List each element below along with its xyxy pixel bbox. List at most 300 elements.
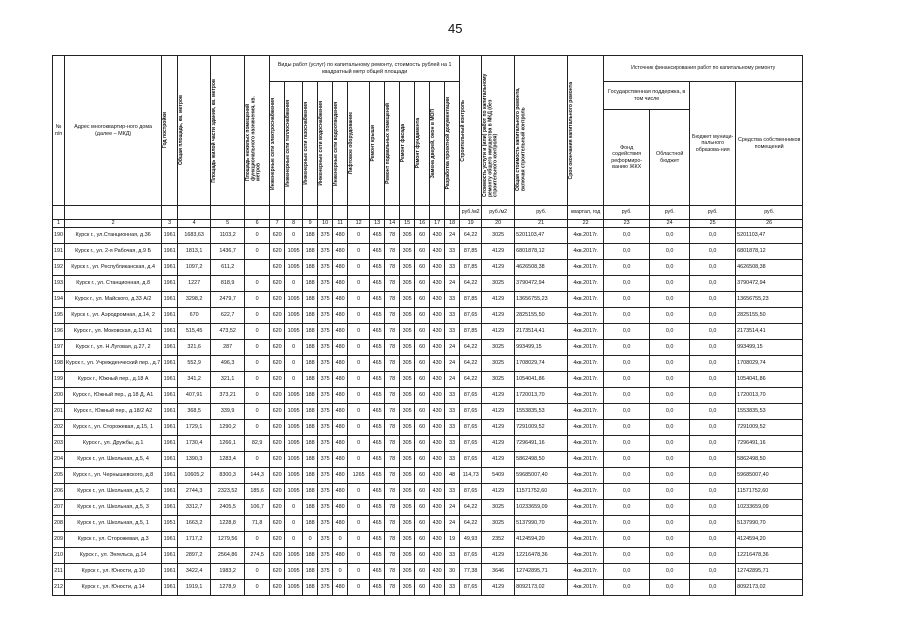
work-cost-cell: 78 (385, 292, 400, 308)
header-total-area: Общая площадь, кв. метров (178, 95, 185, 166)
address-cell: Курск г., ул. Школьная, д.5, 1 (65, 516, 162, 532)
work-cost-cell: 33 (445, 308, 460, 324)
work-cost-cell: 305 (400, 580, 415, 596)
row-number: 190 (53, 228, 65, 244)
work-cost-cell: 465 (370, 404, 385, 420)
total-cost-cell: 5862498,50 (515, 452, 568, 468)
work-cost-cell: 305 (400, 548, 415, 564)
work-cost-cell: 60 (415, 308, 430, 324)
work-cost-cell: 60 (415, 420, 430, 436)
work-cost-cell: 0 (285, 276, 303, 292)
unit-price-cell: 4129 (482, 436, 515, 452)
work-cost-cell: 0 (348, 420, 370, 436)
living-area-cell: 8300,3 (211, 468, 245, 484)
work-cost-cell: 480 (333, 340, 348, 356)
fund-cell: 0,0 (604, 484, 650, 500)
column-number-cell: 24 (650, 220, 690, 228)
municipal-cell: 0,0 (690, 356, 736, 372)
work-cost-cell: 19 (445, 532, 460, 548)
work-cost-cell: 375 (318, 340, 333, 356)
address-cell: Курск г., ул. Школьная, д.5, 2 (65, 484, 162, 500)
work-cost-cell: 78 (385, 372, 400, 388)
total-area-cell: 515,45 (178, 324, 211, 340)
total-area-cell: 3422,4 (178, 564, 211, 580)
header-fund: Фонд содействия реформиро-ванию ЖКХ (604, 110, 650, 206)
work-cost-cell: 465 (370, 260, 385, 276)
work-cost-cell: 375 (318, 484, 333, 500)
work-cost-cell: 0 (348, 436, 370, 452)
header-nonliving-area: Площадь нежилых помещений функционального назначения, кв. метров (245, 95, 262, 181)
regional-cell: 0,0 (650, 564, 690, 580)
work-cost-cell: 0 (348, 372, 370, 388)
work-cost-cell: 430 (430, 484, 445, 500)
deadline-cell: 4кв.2017г. (568, 420, 604, 436)
unit-price-cell: 3025 (482, 372, 515, 388)
address-cell: Курск г., ул. Аэродромная, д.14, 2 (65, 308, 162, 324)
work-cost-cell: 60 (415, 452, 430, 468)
work-cost-cell: 480 (333, 580, 348, 596)
unit-cost-cell: 87,65 (460, 404, 482, 420)
work-cost-cell: 375 (318, 292, 333, 308)
work-cost-cell: 0 (348, 228, 370, 244)
row-number: 206 (53, 484, 65, 500)
header-work-type-8: Ремонт подвальных помещений (385, 103, 392, 184)
column-number-cell: 3 (162, 220, 178, 228)
work-cost-cell: 24 (445, 276, 460, 292)
work-cost-cell: 430 (430, 516, 445, 532)
living-area-cell: 339,9 (211, 404, 245, 420)
work-cost-cell: 375 (318, 388, 333, 404)
row-number: 199 (53, 372, 65, 388)
column-number-cell: 19 (460, 220, 482, 228)
work-cost-cell: 305 (400, 532, 415, 548)
unit-cost-cell: 114,73 (460, 468, 482, 484)
year-cell: 1961 (162, 276, 178, 292)
address-cell: Курск г., ул. Школьная, д.5, 3 (65, 500, 162, 516)
work-cost-cell: 375 (318, 324, 333, 340)
total-area-cell: 1813,1 (178, 244, 211, 260)
regional-cell: 0,0 (650, 324, 690, 340)
living-area-cell: 1266,1 (211, 436, 245, 452)
work-cost-cell: 33 (445, 452, 460, 468)
work-cost-cell: 60 (415, 292, 430, 308)
unit-cost-cell: 77,38 (460, 564, 482, 580)
work-cost-cell: 480 (333, 420, 348, 436)
work-cost-cell: 0 (348, 532, 370, 548)
fund-cell: 0,0 (604, 356, 650, 372)
work-cost-cell: 465 (370, 436, 385, 452)
header-work-type-11: Замена дверей, окон в МОП (430, 108, 437, 179)
total-cost-cell: 7291009,52 (515, 420, 568, 436)
work-cost-cell: 375 (318, 532, 333, 548)
unit-price-cell: 4129 (482, 452, 515, 468)
fund-cell: 0,0 (604, 516, 650, 532)
work-cost-cell: 620 (270, 500, 285, 516)
work-cost-cell: 0 (348, 548, 370, 564)
work-cost-cell: 620 (270, 276, 285, 292)
work-cost-cell: 375 (318, 372, 333, 388)
unit-price-cell: 3646 (482, 564, 515, 580)
column-number-cell: 5 (211, 220, 245, 228)
total-area-cell: 321,6 (178, 340, 211, 356)
unit-cost-cell: 64,22 (460, 500, 482, 516)
work-cost-cell: 24 (445, 356, 460, 372)
header-work-type-3: Инженерные сети газоснабжения (303, 102, 310, 185)
work-cost-cell: 620 (270, 420, 285, 436)
work-cost-cell: 480 (333, 388, 348, 404)
work-cost-cell: 33 (445, 388, 460, 404)
work-cost-cell: 430 (430, 388, 445, 404)
row-number: 203 (53, 436, 65, 452)
owners-cell: 1708029,74 (736, 356, 803, 372)
work-cost-cell: 78 (385, 308, 400, 324)
work-cost-cell: 305 (400, 372, 415, 388)
year-cell: 1961 (162, 452, 178, 468)
column-number-cell: 22 (568, 220, 604, 228)
address-cell: Курск г., ул. Школьная, д.5, 4 (65, 452, 162, 468)
header-work-type-5: Инженерные сети водоотведения (333, 101, 340, 186)
living-area-cell: 2405,5 (211, 500, 245, 516)
work-cost-cell: 0 (285, 500, 303, 516)
row-number: 204 (53, 452, 65, 468)
unit-cost-cell: 64,22 (460, 516, 482, 532)
nonliving-area-cell: 0 (245, 580, 270, 596)
work-cost-cell: 1095 (285, 580, 303, 596)
row-number: 191 (53, 244, 65, 260)
year-cell: 1961 (162, 308, 178, 324)
regional-cell: 0,0 (650, 292, 690, 308)
work-cost-cell: 188 (303, 468, 318, 484)
total-area-cell: 1097,2 (178, 260, 211, 276)
work-cost-cell: 465 (370, 484, 385, 500)
work-cost-cell: 78 (385, 260, 400, 276)
work-cost-cell: 465 (370, 420, 385, 436)
nonliving-area-cell: 144,3 (245, 468, 270, 484)
municipal-cell: 0,0 (690, 436, 736, 452)
municipal-cell: 0,0 (690, 532, 736, 548)
fund-cell: 0,0 (604, 548, 650, 564)
year-cell: 1961 (162, 580, 178, 596)
unit-cell: квартал, год (568, 206, 604, 220)
work-cost-cell: 1095 (285, 244, 303, 260)
year-cell: 1961 (162, 356, 178, 372)
total-area-cell: 1730,4 (178, 436, 211, 452)
total-area-cell: 368,5 (178, 404, 211, 420)
work-cost-cell: 465 (370, 532, 385, 548)
unit-cost-cell: 87,85 (460, 324, 482, 340)
unit-price-cell: 3025 (482, 356, 515, 372)
living-area-cell: 473,52 (211, 324, 245, 340)
column-number-cell: 20 (482, 220, 515, 228)
address-cell: Курск г., ул. Энгельса, д.14 (65, 548, 162, 564)
work-cost-cell: 480 (333, 228, 348, 244)
work-cost-cell: 24 (445, 340, 460, 356)
work-cost-cell: 188 (303, 500, 318, 516)
work-cost-cell: 620 (270, 452, 285, 468)
column-number-cell: 26 (736, 220, 803, 228)
work-cost-cell: 60 (415, 532, 430, 548)
work-cost-cell: 78 (385, 500, 400, 516)
work-cost-cell: 33 (445, 484, 460, 500)
total-area-cell: 1717,2 (178, 532, 211, 548)
regional-cell: 0,0 (650, 580, 690, 596)
work-cost-cell: 0 (348, 452, 370, 468)
unit-cost-cell: 87,65 (460, 452, 482, 468)
nonliving-area-cell: 0 (245, 404, 270, 420)
table-row (53, 516, 803, 532)
work-cost-cell: 0 (303, 532, 318, 548)
table-row (53, 580, 803, 596)
work-cost-cell: 60 (415, 340, 430, 356)
work-cost-cell: 78 (385, 580, 400, 596)
work-cost-cell: 188 (303, 388, 318, 404)
header-total-cost: Общая стоимость капитального ремонта, включая строительный контроль (515, 87, 527, 191)
living-area-cell: 287 (211, 340, 245, 356)
work-cost-cell: 305 (400, 228, 415, 244)
column-number-cell: 4 (178, 220, 211, 228)
year-cell: 1961 (162, 228, 178, 244)
work-cost-cell: 480 (333, 308, 348, 324)
work-cost-cell: 0 (285, 532, 303, 548)
fund-cell: 0,0 (604, 228, 650, 244)
regional-cell: 0,0 (650, 516, 690, 532)
work-cost-cell: 305 (400, 340, 415, 356)
work-cost-cell: 480 (333, 404, 348, 420)
work-cost-cell: 33 (445, 580, 460, 596)
work-cost-cell: 188 (303, 228, 318, 244)
header-work-type-4: Инженерные сети водоснабжения (318, 101, 325, 186)
column-numbers-row (53, 220, 803, 228)
municipal-cell: 0,0 (690, 388, 736, 404)
column-number-cell: 6 (245, 220, 270, 228)
living-area-cell: 1983,2 (211, 564, 245, 580)
fund-cell: 0,0 (604, 372, 650, 388)
total-cost-cell: 7296491,16 (515, 436, 568, 452)
table-row (53, 308, 803, 324)
unit-cell: руб./м2 (482, 206, 515, 220)
row-number: 196 (53, 324, 65, 340)
work-cost-cell: 375 (318, 228, 333, 244)
living-area-cell: 818,9 (211, 276, 245, 292)
work-cost-cell: 620 (270, 532, 285, 548)
work-cost-cell: 465 (370, 356, 385, 372)
total-area-cell: 341,2 (178, 372, 211, 388)
regional-cell: 0,0 (650, 372, 690, 388)
work-cost-cell: 375 (318, 516, 333, 532)
work-cost-cell: 375 (318, 564, 333, 580)
year-cell: 1951 (162, 516, 178, 532)
work-cost-cell: 78 (385, 244, 400, 260)
fund-cell: 0,0 (604, 308, 650, 324)
regional-cell: 0,0 (650, 260, 690, 276)
deadline-cell: 4кв.2017г. (568, 516, 604, 532)
work-cost-cell: 188 (303, 548, 318, 564)
year-cell: 1961 (162, 260, 178, 276)
work-cost-cell: 480 (333, 244, 348, 260)
fund-cell: 0,0 (604, 468, 650, 484)
row-number: 211 (53, 564, 65, 580)
work-cost-cell: 188 (303, 436, 318, 452)
total-cost-cell: 12216478,36 (515, 548, 568, 564)
work-cost-cell: 620 (270, 580, 285, 596)
work-cost-cell: 480 (333, 436, 348, 452)
work-cost-cell: 0 (348, 308, 370, 324)
work-cost-cell: 33 (445, 420, 460, 436)
work-cost-cell: 430 (430, 276, 445, 292)
header-num: № п/п (53, 56, 65, 206)
row-number: 200 (53, 388, 65, 404)
work-cost-cell: 430 (430, 548, 445, 564)
row-number: 193 (53, 276, 65, 292)
table-row (53, 340, 803, 356)
owners-cell: 12742895,71 (736, 564, 803, 580)
deadline-cell: 4кв.2017г. (568, 276, 604, 292)
work-cost-cell: 78 (385, 532, 400, 548)
work-cost-cell: 1095 (285, 468, 303, 484)
work-cost-cell: 305 (400, 276, 415, 292)
unit-price-cell: 5409 (482, 468, 515, 484)
header-state-support: Государственная поддержка, в том числе (604, 82, 690, 110)
living-area-cell: 1228,8 (211, 516, 245, 532)
column-number-cell: 17 (430, 220, 445, 228)
work-cost-cell: 375 (318, 404, 333, 420)
table-row (53, 356, 803, 372)
work-cost-cell: 620 (270, 548, 285, 564)
year-cell: 1961 (162, 372, 178, 388)
unit-cost-cell: 64,22 (460, 340, 482, 356)
table-row (53, 436, 803, 452)
row-number: 212 (53, 580, 65, 596)
total-cost-cell: 4124594,20 (515, 532, 568, 548)
table-row (53, 468, 803, 484)
work-cost-cell: 33 (445, 324, 460, 340)
work-cost-cell: 0 (285, 340, 303, 356)
work-cost-cell: 305 (400, 452, 415, 468)
column-number-cell: 8 (285, 220, 303, 228)
work-cost-cell: 620 (270, 388, 285, 404)
owners-cell: 1720013,70 (736, 388, 803, 404)
unit-price-cell: 3025 (482, 228, 515, 244)
unit-price-cell: 4129 (482, 308, 515, 324)
work-cost-cell: 78 (385, 340, 400, 356)
owners-cell: 8092173,02 (736, 580, 803, 596)
address-cell: Курск г., Южный пер., д.18 А (65, 372, 162, 388)
address-cell: Курск г., Южный пер., д.18 Д, А1 (65, 388, 162, 404)
table-row (53, 564, 803, 580)
work-cost-cell: 465 (370, 340, 385, 356)
work-cost-cell: 480 (333, 548, 348, 564)
work-cost-cell: 60 (415, 244, 430, 260)
header-living-area: Площадь жилой части здания, кв. метров (211, 78, 218, 183)
address-cell: Курск г., Южный пер., д.18/2 А2 (65, 404, 162, 420)
work-cost-cell: 620 (270, 404, 285, 420)
deadline-cell: 4кв.2017г. (568, 532, 604, 548)
municipal-cell: 0,0 (690, 420, 736, 436)
work-cost-cell: 24 (445, 228, 460, 244)
table-row (53, 244, 803, 260)
total-cost-cell: 2173514,41 (515, 324, 568, 340)
regional-cell: 0,0 (650, 228, 690, 244)
header-work-types-group: Виды работ (услуг) по капитальному ремонту, стоимость рублей на 1 квадратный метр общей площади (270, 56, 460, 82)
table-row (53, 500, 803, 516)
total-area-cell: 1663,2 (178, 516, 211, 532)
unit-price-cell: 4129 (482, 388, 515, 404)
work-cost-cell: 1095 (285, 324, 303, 340)
work-cost-cell: 465 (370, 500, 385, 516)
regional-cell: 0,0 (650, 244, 690, 260)
address-cell: Курск г., ул. Чернышевского, д.8 (65, 468, 162, 484)
nonliving-area-cell: 0 (245, 532, 270, 548)
nonliving-area-cell: 274,5 (245, 548, 270, 564)
total-cost-cell: 4626508,38 (515, 260, 568, 276)
fund-cell: 0,0 (604, 404, 650, 420)
row-number: 194 (53, 292, 65, 308)
municipal-cell: 0,0 (690, 260, 736, 276)
column-number-cell: 15 (400, 220, 415, 228)
nonliving-area-cell: 185,6 (245, 484, 270, 500)
table-row (53, 260, 803, 276)
work-cost-cell: 188 (303, 340, 318, 356)
year-cell: 1961 (162, 420, 178, 436)
work-cost-cell: 188 (303, 276, 318, 292)
work-cost-cell: 1095 (285, 420, 303, 436)
municipal-cell: 0,0 (690, 276, 736, 292)
unit-cost-cell: 87,65 (460, 388, 482, 404)
work-cost-cell: 430 (430, 532, 445, 548)
work-cost-cell: 33 (445, 244, 460, 260)
work-cost-cell: 188 (303, 484, 318, 500)
fund-cell: 0,0 (604, 260, 650, 276)
unit-cost-cell: 64,22 (460, 356, 482, 372)
total-area-cell: 1683,63 (178, 228, 211, 244)
unit-cell: руб. (650, 206, 690, 220)
work-cost-cell: 465 (370, 292, 385, 308)
row-number: 210 (53, 548, 65, 564)
address-cell: Курск г., ул. Моковская, д.13 А1 (65, 324, 162, 340)
nonliving-area-cell (245, 260, 270, 276)
nonliving-area-cell: 0 (245, 356, 270, 372)
work-cost-cell: 430 (430, 468, 445, 484)
address-cell: Курск г., ул. Дружбы, д.1 (65, 436, 162, 452)
total-area-cell: 670 (178, 308, 211, 324)
total-cost-cell: 6801878,12 (515, 244, 568, 260)
table-row (53, 228, 803, 244)
municipal-cell: 0,0 (690, 468, 736, 484)
municipal-cell: 0,0 (690, 292, 736, 308)
work-cost-cell: 60 (415, 468, 430, 484)
unit-cell: руб./м2 (460, 206, 482, 220)
deadline-cell: 4кв.2017г. (568, 308, 604, 324)
work-cost-cell: 465 (370, 452, 385, 468)
municipal-cell: 0,0 (690, 340, 736, 356)
work-cost-cell: 305 (400, 436, 415, 452)
work-cost-cell: 78 (385, 468, 400, 484)
work-cost-cell: 620 (270, 356, 285, 372)
living-area-cell: 1283,4 (211, 452, 245, 468)
regional-cell: 0,0 (650, 340, 690, 356)
deadline-cell: 4кв.2017г. (568, 484, 604, 500)
header-work-type-12: Разработка проектной документации (445, 97, 452, 190)
work-cost-cell: 24 (445, 516, 460, 532)
work-cost-cell: 0 (348, 292, 370, 308)
work-cost-cell: 305 (400, 404, 415, 420)
fund-cell: 0,0 (604, 388, 650, 404)
deadline-cell: 4кв.2017г. (568, 548, 604, 564)
work-cost-cell: 375 (318, 452, 333, 468)
regional-cell: 0,0 (650, 388, 690, 404)
work-cost-cell: 60 (415, 276, 430, 292)
regional-cell: 0,0 (650, 436, 690, 452)
